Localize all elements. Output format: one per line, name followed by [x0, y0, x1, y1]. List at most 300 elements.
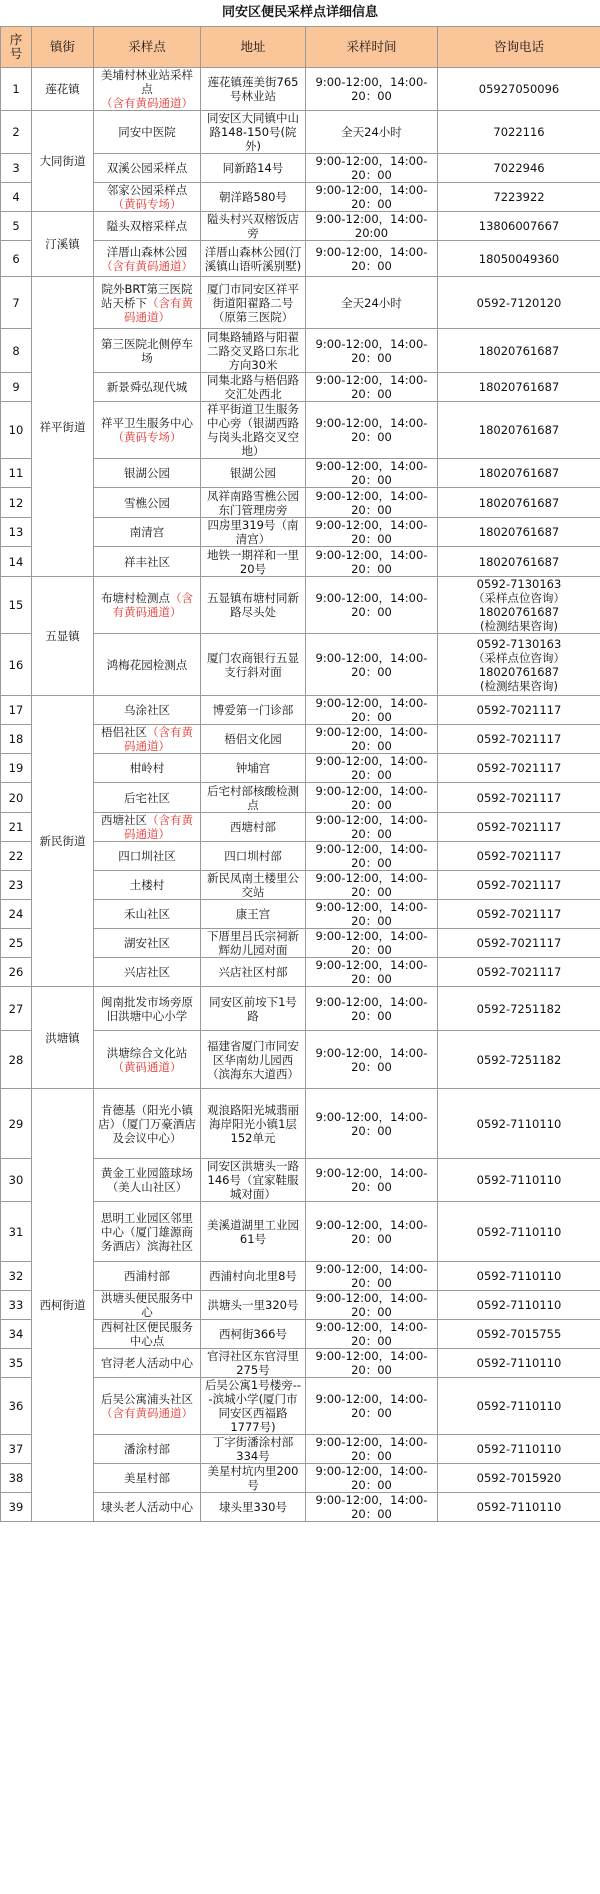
cell-site — [94, 1159, 201, 1202]
cell-time: 9:00-12:00，14:00-20：00 — [306, 329, 438, 373]
cell-address: 五显镇布塘村同新路尽头处 — [201, 577, 306, 634]
cell-town: 新民街道 — [32, 696, 94, 987]
cell-phone — [438, 1378, 600, 1435]
site-name: 西塘社区 — [101, 813, 147, 827]
phone-line: 0592-7015920 — [476, 1471, 562, 1485]
cell-time: 9:00-12:00，14:00-20：00 — [306, 1089, 438, 1159]
cell-address: 地铁一期祥和一里20号 — [201, 547, 306, 577]
phone-line: 0592-7130163 — [476, 577, 562, 591]
cell-time: 9:00-12:00，14:00-20：00 — [306, 373, 438, 402]
cell-address: 同新路14号 — [201, 154, 306, 183]
header-seq: 序号 — [1, 27, 32, 68]
cell-site — [94, 518, 201, 547]
cell-address: 观浪路阳光城翡丽海岸阳光小镇1层152单元 — [201, 1089, 306, 1159]
cell-site — [94, 725, 201, 754]
cell-time: 9:00-12:00，14:00-20：00 — [306, 1262, 438, 1291]
cell-phone — [438, 900, 600, 929]
cell-time: 9:00-12:00，14:00-20：00 — [306, 958, 438, 987]
cell-seq: 3 — [1, 154, 32, 183]
phone-line: 0592-7110110 — [476, 1399, 562, 1413]
site-name: 院外BRT第三医院站天桥下 — [101, 281, 193, 310]
cell-seq: 17 — [1, 696, 32, 725]
site-name: 洋厝山森林公园 — [106, 244, 188, 259]
site-name: 官浔老人活动中心 — [101, 1356, 193, 1370]
cell-address: 钟埔宫 — [201, 754, 306, 783]
cell-seq: 30 — [1, 1159, 32, 1202]
site-name: 洪塘头便民服务中心 — [101, 1291, 193, 1319]
cell-phone — [438, 1262, 600, 1291]
cell-phone — [438, 1202, 600, 1262]
cell-site — [94, 1262, 201, 1291]
phone-line: 0592-7021117 — [476, 732, 562, 746]
cell-time: 9:00-12:00，14:00-20：00 — [306, 1159, 438, 1202]
cell-seq: 28 — [1, 1031, 32, 1089]
cell-town: 莲花镇 — [32, 68, 94, 111]
cell-time: 9:00-12:00，14:00-20：00 — [306, 900, 438, 929]
phone-line: 0592-7110110 — [476, 1298, 562, 1312]
cell-seq: 23 — [1, 871, 32, 900]
phone-line: 0592-7021117 — [476, 703, 562, 717]
cell-phone — [438, 577, 600, 634]
cell-address: 后吴公寓1号楼旁---滨城小学(厦门市同安区西福路1777号) — [201, 1378, 306, 1435]
site-name: 兴店社区 — [124, 965, 170, 979]
cell-seq: 29 — [1, 1089, 32, 1159]
cell-site — [94, 1320, 201, 1349]
cell-seq: 20 — [1, 783, 32, 813]
cell-seq: 34 — [1, 1320, 32, 1349]
cell-seq: 22 — [1, 842, 32, 871]
cell-phone — [438, 111, 600, 154]
cell-address: 厦门市同安区祥平街道阳翟路二号（原第三医院） — [201, 277, 306, 329]
cell-phone — [438, 696, 600, 725]
cell-phone — [438, 241, 600, 277]
cell-site — [94, 111, 201, 154]
cell-seq: 18 — [1, 725, 32, 754]
cell-seq: 27 — [1, 987, 32, 1031]
table-row — [1, 987, 600, 1031]
table-row — [1, 212, 600, 241]
site-name: 湖安社区 — [124, 936, 170, 950]
cell-seq: 32 — [1, 1262, 32, 1291]
cell-address: 隘头村兴双榕饭店旁 — [201, 212, 306, 241]
cell-address: 美溪道湖里工业园61号 — [201, 1202, 306, 1262]
cell-time: 9:00-12:00，14:00-20：00 — [306, 1320, 438, 1349]
cell-site — [94, 488, 201, 518]
cell-seq: 8 — [1, 329, 32, 373]
cell-address: 兴店社区村部 — [201, 958, 306, 987]
cell-time: 9:00-12:00，14:00-20：00 — [306, 1202, 438, 1262]
phone-line: 0592-7251182 — [476, 1052, 562, 1067]
cell-phone — [438, 783, 600, 813]
cell-time: 9:00-12:00，14:00-20：00 — [306, 577, 438, 634]
site-name: 第三医院北侧停车场 — [101, 336, 193, 365]
site-note: （含有黄码通道） — [101, 96, 193, 110]
site-name: 埭头老人活动中心 — [101, 1500, 193, 1514]
site-name: 美星村部 — [124, 1471, 170, 1485]
cell-seq: 37 — [1, 1435, 32, 1464]
site-note: （黄码专场） — [112, 197, 182, 211]
cell-site — [94, 154, 201, 183]
cell-site — [94, 813, 201, 842]
phone-line: 0592-7110110 — [476, 1173, 562, 1187]
cell-time: 9:00-12:00，14:00-20：00 — [306, 1378, 438, 1435]
cell-phone — [438, 488, 600, 518]
site-note: （黄码专场） — [112, 430, 182, 444]
cell-seq: 33 — [1, 1291, 32, 1320]
cell-phone — [438, 183, 600, 212]
cell-site — [94, 1031, 201, 1089]
site-name: 邻家公园采样点 — [106, 183, 188, 197]
cell-phone — [438, 1031, 600, 1089]
cell-site — [94, 1435, 201, 1464]
site-name: 闽南批发市场旁原旧洪塘中心小学 — [101, 994, 193, 1023]
cell-address: 西塘村部 — [201, 813, 306, 842]
cell-seq: 16 — [1, 634, 32, 696]
site-name: 后吴公寓浦头社区 — [101, 1392, 193, 1406]
cell-address: 洋厝山森林公园(汀溪镇山语听溪别墅) — [201, 241, 306, 277]
site-name: 银湖公园 — [124, 466, 170, 480]
site-note: （含有黄码通道） — [124, 813, 193, 841]
site-name: 雪樵公园 — [124, 495, 170, 510]
cell-seq: 35 — [1, 1349, 32, 1378]
cell-seq: 36 — [1, 1378, 32, 1435]
phone-line: 0592-7015755 — [476, 1327, 562, 1341]
table-header-row — [1, 27, 600, 68]
cell-address: 祥平街道卫生服务中心旁（银湖西路与岗头北路交叉空地） — [201, 402, 306, 459]
cell-site — [94, 277, 201, 329]
phone-line: 18020761687 — [478, 380, 560, 394]
cell-seq: 4 — [1, 183, 32, 212]
site-name: 南清宫 — [129, 525, 165, 539]
cell-time: 9:00-12:00，14:00-20：00 — [306, 929, 438, 958]
cell-site — [94, 183, 201, 212]
cell-phone — [438, 987, 600, 1031]
cell-phone — [438, 871, 600, 900]
site-name: 双溪公园采样点 — [106, 161, 188, 175]
site-name: 禾山社区 — [124, 907, 170, 921]
phone-line: 0592-7110110 — [476, 1442, 562, 1456]
table-row — [1, 111, 600, 154]
phone-line: 7022116 — [493, 125, 545, 139]
site-name: 潘涂村部 — [124, 1442, 170, 1456]
cell-address: 福建省厦门市同安区华南幼儿园西（滨海东大道西） — [201, 1031, 306, 1089]
cell-phone — [438, 547, 600, 577]
cell-address: 新民凤南土楼里公交站 — [201, 871, 306, 900]
cell-site — [94, 754, 201, 783]
cell-address: 下厝里吕氏宗祠新辉幼儿园对面 — [201, 929, 306, 958]
cell-site — [94, 1291, 201, 1320]
site-name: 祥丰社区 — [124, 554, 170, 569]
cell-site — [94, 842, 201, 871]
cell-site — [94, 1349, 201, 1378]
cell-seq: 9 — [1, 373, 32, 402]
cell-site — [94, 634, 201, 696]
cell-time: 9:00-12:00，14:00-20：00 — [306, 183, 438, 212]
cell-time: 9:00-12:00，14:00-20：00 — [306, 1291, 438, 1320]
cell-address: 埭头里330号 — [201, 1493, 306, 1522]
cell-address: 官浔社区东官浔里275号 — [201, 1349, 306, 1378]
cell-address: 博爱第一门诊部 — [201, 696, 306, 725]
phone-line: 0592-7021117 — [476, 965, 562, 979]
phone-line: 0592-7110110 — [476, 1224, 562, 1239]
cell-site — [94, 783, 201, 813]
phone-line: 18020761687 — [478, 466, 560, 480]
cell-seq: 11 — [1, 459, 32, 488]
cell-time: 9:00-12:00，14:00-20：00 — [306, 402, 438, 459]
cell-address: 洪塘头一里320号 — [201, 1291, 306, 1320]
table-row — [1, 277, 600, 329]
cell-phone — [438, 1349, 600, 1378]
cell-time: 9:00-12:00，14:00-20：00 — [306, 634, 438, 696]
site-note: （含有黄码通道） — [101, 1406, 193, 1420]
phone-line: 18050049360 — [478, 251, 560, 266]
cell-phone — [438, 725, 600, 754]
phone-line: （采样点位咨询） — [473, 650, 565, 665]
cell-address: 朝洋路580号 — [201, 183, 306, 212]
cell-seq: 25 — [1, 929, 32, 958]
cell-site — [94, 577, 201, 634]
site-note: （含有黄码通道） — [124, 295, 193, 324]
cell-time: 9:00-12:00，14:00-20：00 — [306, 813, 438, 842]
cell-address: 梧侣文化园 — [201, 725, 306, 754]
site-note: （黄码通道） — [112, 1059, 182, 1074]
cell-phone — [438, 459, 600, 488]
cell-time: 9:00-12:00，14:00-20：00 — [306, 547, 438, 577]
phone-line: 13806007667 — [478, 219, 560, 233]
phone-line: 7223922 — [493, 190, 545, 204]
cell-time: 9:00-12:00，14:00-20：00 — [306, 1493, 438, 1522]
cell-phone — [438, 329, 600, 373]
cell-phone — [438, 1464, 600, 1493]
cell-site — [94, 329, 201, 373]
cell-address: 西柯街366号 — [201, 1320, 306, 1349]
cell-site — [94, 958, 201, 987]
cell-seq: 10 — [1, 402, 32, 459]
table-row — [1, 577, 600, 634]
cell-town: 洪塘镇 — [32, 987, 94, 1089]
cell-site — [94, 373, 201, 402]
cell-seq: 21 — [1, 813, 32, 842]
phone-line: 18020761687 — [478, 554, 560, 569]
cell-site — [94, 1378, 201, 1435]
site-name: 肯德基（阳光小镇店）（厦门万豪酒店及会议中心） — [98, 1102, 196, 1145]
phone-line: 0592-7110110 — [476, 1500, 562, 1514]
header-address: 地址 — [201, 27, 306, 68]
phone-line: (检测结果咨询) — [480, 619, 558, 633]
cell-time: 9:00-12:00，14:00-20:00 — [306, 212, 438, 241]
phone-line: 0592-7021117 — [476, 820, 562, 834]
phone-line: 0592-7120120 — [476, 295, 562, 310]
cell-phone — [438, 68, 600, 111]
cell-site — [94, 402, 201, 459]
phone-line: 0592-7021117 — [476, 907, 562, 921]
phone-line: 0592-7021117 — [476, 936, 562, 950]
cell-address: 莲花镇莲美街765号林业站 — [201, 68, 306, 111]
site-name: 梧侣社区 — [101, 725, 147, 739]
cell-time: 9:00-12:00，14:00-20：00 — [306, 1464, 438, 1493]
cell-time: 9:00-12:00，14:00-20：00 — [306, 754, 438, 783]
site-note: （含有黄码通道） — [101, 258, 193, 273]
table-body — [1, 68, 600, 1522]
cell-address: 西浦村向北里8号 — [201, 1262, 306, 1291]
cell-phone — [438, 813, 600, 842]
cell-time: 全天24小时 — [306, 111, 438, 154]
phone-line: 18020761687 — [478, 495, 560, 510]
cell-seq: 7 — [1, 277, 32, 329]
site-name: 西柯社区便民服务中心点 — [101, 1320, 193, 1348]
cell-time: 9:00-12:00，14:00-20：00 — [306, 488, 438, 518]
phone-line: （采样点位咨询） — [473, 591, 565, 605]
phone-line: 0592-7110110 — [476, 1269, 562, 1283]
phone-line: 0592-7110110 — [476, 1356, 562, 1370]
cell-site — [94, 1089, 201, 1159]
cell-site — [94, 212, 201, 241]
cell-address: 同安区洪塘头一路146号（宜家鞋服城对面） — [201, 1159, 306, 1202]
cell-address: 康王宫 — [201, 900, 306, 929]
cell-phone — [438, 958, 600, 987]
phone-line: 18020761687 — [478, 343, 560, 358]
cell-phone — [438, 842, 600, 871]
cell-address: 后宅村部核酸检测点 — [201, 783, 306, 813]
site-note: （含有黄码通道） — [112, 591, 193, 619]
cell-address: 四房里319号（南清宫） — [201, 518, 306, 547]
cell-seq: 2 — [1, 111, 32, 154]
cell-phone — [438, 1493, 600, 1522]
cell-site — [94, 241, 201, 277]
cell-phone — [438, 402, 600, 459]
cell-phone — [438, 277, 600, 329]
phone-line: 0592-7110110 — [476, 1116, 562, 1131]
cell-time: 9:00-12:00，14:00-20：00 — [306, 783, 438, 813]
cell-seq: 5 — [1, 212, 32, 241]
cell-seq: 31 — [1, 1202, 32, 1262]
sampling-sites-table — [0, 26, 600, 1522]
cell-phone — [438, 754, 600, 783]
phone-line: 0592-7021117 — [476, 790, 562, 805]
site-name: 后宅社区 — [124, 790, 170, 805]
site-name: 黄金工业园篮球场（美人山社区） — [101, 1166, 193, 1194]
cell-seq: 14 — [1, 547, 32, 577]
cell-seq: 24 — [1, 900, 32, 929]
cell-phone — [438, 1435, 600, 1464]
cell-seq: 26 — [1, 958, 32, 987]
phone-line: 7022946 — [493, 161, 545, 175]
cell-address: 凤祥南路雪樵公园东门管理房旁 — [201, 488, 306, 518]
cell-phone — [438, 373, 600, 402]
site-name: 西浦村部 — [124, 1269, 170, 1283]
cell-time: 9:00-12:00，14:00-20：00 — [306, 1031, 438, 1089]
cell-time: 9:00-12:00，14:00-20：00 — [306, 1435, 438, 1464]
cell-town: 西柯街道 — [32, 1089, 94, 1522]
site-name: 鸿梅花园检测点 — [106, 657, 188, 672]
cell-site — [94, 696, 201, 725]
cell-phone — [438, 1320, 600, 1349]
phone-line: 18020761687 — [478, 605, 560, 619]
cell-time: 9:00-12:00，14:00-20：00 — [306, 871, 438, 900]
phone-line: 0592-7021117 — [476, 849, 562, 863]
phone-line: (检测结果咨询) — [480, 678, 558, 693]
cell-phone — [438, 212, 600, 241]
cell-site — [94, 1202, 201, 1262]
cell-time: 9:00-12:00，14:00-20：00 — [306, 987, 438, 1031]
site-note: （含有黄码通道） — [124, 725, 193, 753]
cell-site — [94, 929, 201, 958]
site-name: 思明工业园区邻里中心（厦门雄源商务酒店）滨海社区 — [101, 1210, 193, 1253]
site-name: 布塘村检测点 — [101, 591, 170, 605]
cell-phone — [438, 154, 600, 183]
phone-line: 05927050096 — [478, 82, 560, 96]
site-name: 新景舜弘现代城 — [106, 380, 188, 394]
cell-address: 同集路辅路与阳翟二路交叉路口东北方向30米 — [201, 329, 306, 373]
cell-address: 同集北路与梧侣路交汇处西北 — [201, 373, 306, 402]
cell-address: 美星村坑内里200号 — [201, 1464, 306, 1493]
cell-site — [94, 871, 201, 900]
site-name: 柑岭村 — [129, 761, 165, 775]
cell-seq: 6 — [1, 241, 32, 277]
cell-phone — [438, 1159, 600, 1202]
table-row — [1, 1089, 600, 1159]
site-name: 同安中医院 — [118, 125, 176, 139]
site-name: 四口圳社区 — [118, 849, 176, 863]
cell-time: 9:00-12:00，14:00-20：00 — [306, 842, 438, 871]
phone-line: 0592-7021117 — [476, 761, 562, 775]
cell-time: 9:00-12:00，14:00-20：00 — [306, 518, 438, 547]
site-name: 洪塘综合文化站 — [106, 1045, 188, 1060]
cell-seq: 12 — [1, 488, 32, 518]
table-row — [1, 68, 600, 111]
cell-site — [94, 68, 201, 111]
cell-address: 同安区前垵下1号路 — [201, 987, 306, 1031]
cell-time: 9:00-12:00，14:00-20：00 — [306, 241, 438, 277]
header-town: 镇街 — [32, 27, 94, 68]
phone-line: 0592-7251182 — [476, 1001, 562, 1016]
cell-phone — [438, 634, 600, 696]
cell-time: 9:00-12:00，14:00-20：00 — [306, 1349, 438, 1378]
phone-line: 18020761687 — [478, 664, 560, 679]
page-title: 同安区便民采样点详细信息 — [221, 5, 378, 20]
cell-time: 9:00-12:00，14:00-20：00 — [306, 725, 438, 754]
cell-town: 祥平街道 — [32, 277, 94, 577]
site-name: 土楼村 — [129, 878, 165, 892]
cell-site — [94, 1464, 201, 1493]
cell-time: 9:00-12:00，14:00-20：00 — [306, 459, 438, 488]
cell-seq: 13 — [1, 518, 32, 547]
cell-address: 银湖公园 — [201, 459, 306, 488]
cell-town: 大同街道 — [32, 111, 94, 212]
cell-time: 9:00-12:00，14:00-20：00 — [306, 154, 438, 183]
cell-phone — [438, 1291, 600, 1320]
cell-time: 9:00-12:00，14:00-20：00 — [306, 68, 438, 111]
cell-seq: 19 — [1, 754, 32, 783]
cell-seq: 1 — [1, 68, 32, 111]
cell-town: 汀溪镇 — [32, 212, 94, 277]
cell-town: 五显镇 — [32, 577, 94, 696]
cell-phone — [438, 929, 600, 958]
cell-site — [94, 459, 201, 488]
cell-site — [94, 987, 201, 1031]
cell-time: 全天24小时 — [306, 277, 438, 329]
cell-seq: 39 — [1, 1493, 32, 1522]
cell-address: 厦门农商银行五显支行斜对面 — [201, 634, 306, 696]
cell-site — [94, 547, 201, 577]
cell-seq: 38 — [1, 1464, 32, 1493]
cell-address: 四口圳村部 — [201, 842, 306, 871]
cell-address: 同安区大同镇中山路148-150号(院外) — [201, 111, 306, 154]
cell-phone — [438, 1089, 600, 1159]
cell-site — [94, 900, 201, 929]
header-phone: 咨询电话 — [438, 27, 600, 68]
header-site: 采样点 — [94, 27, 201, 68]
